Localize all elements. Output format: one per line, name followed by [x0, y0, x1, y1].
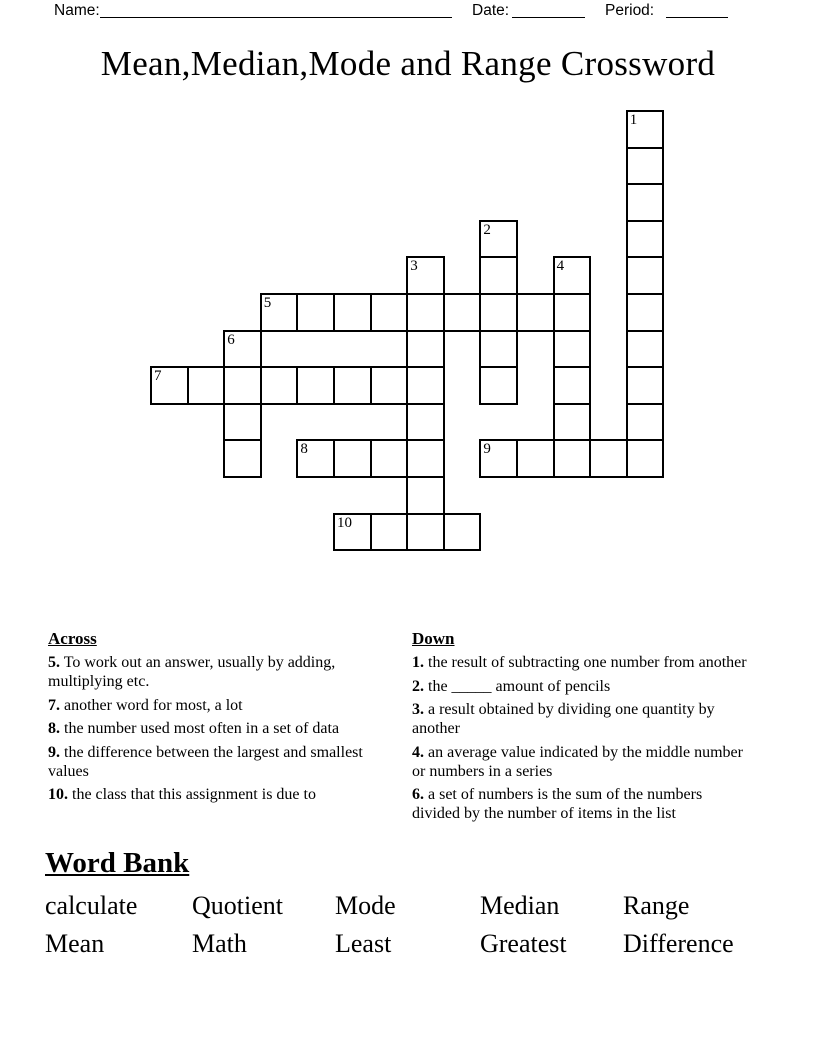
grid-cell-r6c9[interactable]: [479, 330, 518, 369]
grid-cell-r10c7[interactable]: [406, 476, 445, 515]
grid-cell-r4c9[interactable]: [479, 256, 518, 295]
grid-cell-r9c6[interactable]: [370, 439, 409, 478]
grid-cell-r7c3[interactable]: [260, 366, 299, 405]
name-label: Name:: [54, 2, 100, 19]
word-bank-heading: Word Bank: [45, 847, 190, 879]
grid-cell-r5c4[interactable]: [296, 293, 335, 332]
down-heading: Down: [412, 629, 455, 648]
grid-cell-r7c0[interactable]: [150, 366, 189, 405]
grid-cell-r9c4[interactable]: [296, 439, 335, 478]
clue-number: 2.: [412, 677, 424, 695]
word-bank-word: Median: [480, 891, 560, 920]
grid-cell-r9c11[interactable]: [553, 439, 592, 478]
cell-number-1: 1: [629, 112, 638, 128]
grid-cell-r9c5[interactable]: [333, 439, 372, 478]
grid-cell-r8c11[interactable]: [553, 403, 592, 442]
grid-cell-r6c2[interactable]: [223, 330, 262, 369]
cell-number-7: 7: [154, 368, 162, 385]
down-clue-list: [412, 653, 748, 823]
grid-cell-r7c6[interactable]: [370, 366, 409, 405]
grid-cell-r5c5[interactable]: [333, 293, 372, 332]
clue-number: 3.: [412, 701, 424, 718]
grid-cell-r11c8[interactable]: [443, 513, 482, 552]
cell-number-9: 9: [483, 441, 491, 458]
grid-cell-r9c13[interactable]: [626, 439, 665, 478]
grid-cell-r4c11[interactable]: [553, 256, 592, 295]
word-bank-word: Quotient: [192, 891, 283, 920]
cell-number-2: 2: [483, 221, 491, 238]
grid-cell-r5c13[interactable]: [626, 293, 665, 332]
grid-cell-r7c4[interactable]: [296, 366, 335, 405]
grid-cell-r9c12[interactable]: [589, 439, 628, 478]
grid-cell-r3c9[interactable]: [479, 220, 518, 259]
clue-number: 7.: [48, 696, 60, 714]
grid-cell-r0c13[interactable]: [626, 110, 665, 149]
grid-cell-r5c10[interactable]: [516, 293, 555, 332]
down-clues-section: [412, 629, 748, 828]
clue-number: 9.: [48, 743, 60, 761]
grid-cell-r9c7[interactable]: [406, 439, 445, 478]
word-bank-word: Mean: [45, 929, 105, 958]
across-clue-list: [48, 653, 390, 804]
word-bank-section: [45, 847, 785, 963]
grid-cell-r5c3[interactable]: [260, 293, 299, 332]
date-label: Date:: [472, 2, 510, 19]
across-clue-7: 7. another word for most, a lot: [48, 696, 243, 714]
cell-number-3: 3: [410, 258, 418, 275]
grid-cell-r1c13[interactable]: [626, 147, 665, 186]
clue-number: 4.: [412, 743, 424, 761]
grid-cell-r6c7[interactable]: [406, 330, 445, 369]
grid-cell-r7c11[interactable]: [553, 366, 592, 405]
down-clue-1: 1. the result of subtracting one number from another: [412, 654, 747, 671]
grid-cell-r6c11[interactable]: [553, 330, 592, 369]
cell-number-8: 8: [300, 441, 308, 458]
page-title: Mean,Median,Mode and Range Crossword: [100, 44, 716, 83]
grid-cell-r8c7[interactable]: [406, 403, 445, 442]
clue-number: 5.: [48, 654, 60, 671]
across-clue-10: 10. the class that this assignment is due to: [48, 786, 316, 803]
grid-cell-r5c7[interactable]: [406, 293, 445, 332]
grid-cell-r3c13[interactable]: [626, 220, 665, 259]
clue-number: 8.: [48, 720, 60, 737]
header: [0, 1, 816, 23]
grid-cell-r4c13[interactable]: [626, 256, 665, 295]
cell-number-4: 4: [556, 258, 565, 275]
name-field[interactable]: [100, 3, 452, 18]
word-bank-word: Least: [335, 929, 392, 958]
clue-number: 6.: [412, 786, 424, 803]
grid-cell-r9c9[interactable]: [479, 439, 518, 478]
grid-cell-r7c9[interactable]: [479, 366, 518, 405]
grid-cell-r5c9[interactable]: [479, 293, 518, 332]
grid-cell-r7c1[interactable]: [187, 366, 226, 405]
period-label: Period:: [605, 2, 655, 19]
grid-cell-r7c13[interactable]: [626, 366, 665, 405]
word-bank-word: Mode: [335, 891, 396, 920]
grid-cell-r4c7[interactable]: [406, 256, 445, 295]
grid-cell-r9c10[interactable]: [516, 439, 555, 478]
cell-number-5: 5: [263, 295, 272, 311]
down-clue-4: 4. an average value indicated by the middle number or numbers in a series: [412, 743, 743, 780]
grid-cell-r7c7[interactable]: [406, 366, 445, 405]
clue-number: 1.: [412, 654, 424, 671]
cell-number-6: 6: [227, 331, 235, 348]
across-clues-section: [48, 629, 390, 809]
grid-cell-r7c2[interactable]: [223, 366, 262, 405]
across-heading: Across: [48, 629, 97, 648]
grid-cell-r11c6[interactable]: [370, 513, 409, 552]
across-clue-9: 9. the difference between the largest and smallest values: [48, 743, 363, 780]
down-clue-3: 3. a result obtained by dividing one quantity by another: [412, 701, 715, 737]
cell-number-10: 10: [337, 514, 352, 531]
grid-cell-r9c2[interactable]: [223, 439, 262, 478]
across-clue-5: 5. To work out an answer, usually by adding, multiplying etc.: [48, 654, 336, 690]
grid-cell-r11c7[interactable]: [406, 513, 445, 552]
date-field[interactable]: [512, 3, 585, 18]
grid-cell-r7c5[interactable]: [333, 366, 372, 405]
grid-cell-r8c13[interactable]: [626, 403, 665, 442]
grid-cell-r8c2[interactable]: [223, 403, 262, 442]
across-clue-8: 8. the number used most often in a set of data: [48, 720, 340, 737]
word-bank-word: Greatest: [480, 929, 567, 958]
word-bank-grid: [45, 887, 785, 963]
word-bank-word: calculate: [45, 891, 138, 920]
grid-cell-r5c11[interactable]: [553, 293, 592, 332]
down-clue-2: 2. the _____ amount of pencils: [412, 677, 611, 695]
grid-cell-r5c6[interactable]: [370, 293, 409, 332]
period-field[interactable]: [666, 3, 728, 18]
grid-cell-r11c5[interactable]: [333, 513, 372, 552]
word-bank-word: Math: [192, 929, 247, 958]
grid-cell-r6c13[interactable]: [626, 330, 665, 369]
word-bank-word: Range: [623, 891, 690, 920]
word-bank-word: Difference: [623, 929, 734, 958]
grid-cell-r5c8[interactable]: [443, 293, 482, 332]
down-clue-6: 6. a set of numbers is the sum of the numbers divided by the number of items in the list: [412, 786, 703, 822]
clue-number: 10.: [48, 786, 68, 803]
grid-cell-r2c13[interactable]: [626, 183, 665, 222]
